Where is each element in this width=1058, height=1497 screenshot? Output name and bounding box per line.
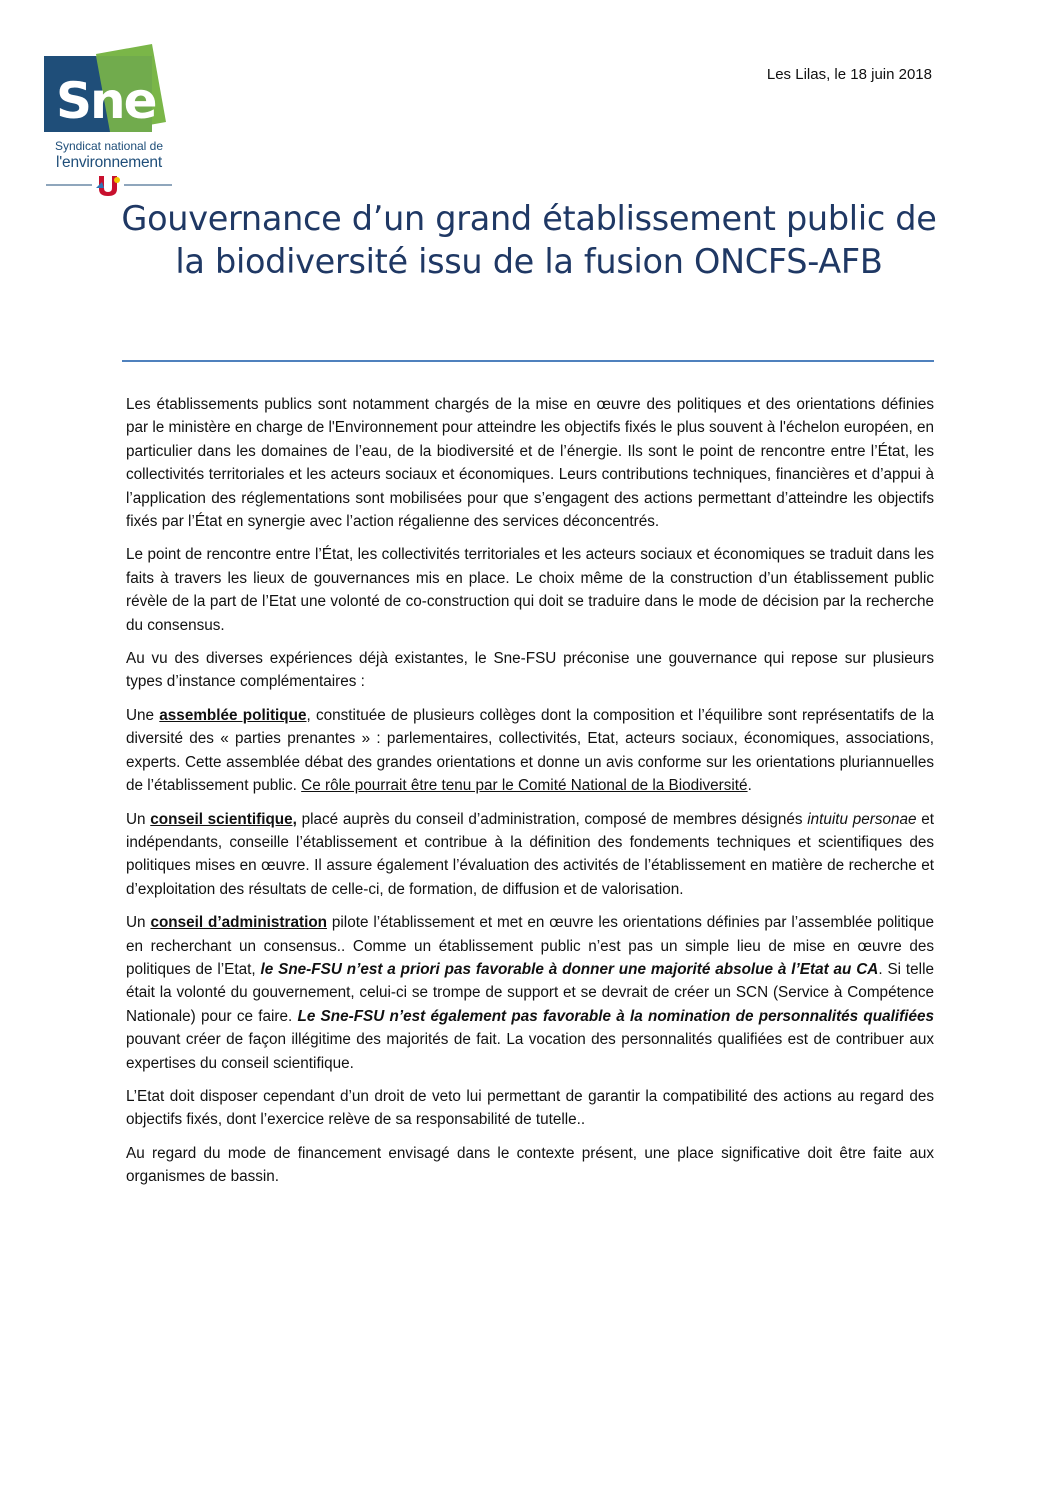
sne-brand-text: Sne — [56, 72, 156, 130]
paragraph-organismes-de-bassin: Au regard du mode de financement envisagé dans le contexte présent, une place significative doit être faite aux organismes de bassin. — [126, 1144, 934, 1186]
text-run: placé auprès du conseil d’administration, composé de membres désignés — [296, 810, 808, 828]
text-run: Un — [126, 914, 151, 932]
term-conseil-administration: conseil d’administration — [150, 914, 328, 932]
term-conseil-scientifique: conseil scientifique, — [150, 810, 297, 828]
sne-logo-mark — [44, 44, 174, 139]
document-body — [126, 393, 934, 1199]
italic-intuitu-personae: intuitu personae — [807, 810, 917, 828]
paragraph-etablissements-publics: Les établissements publics sont notamment chargés de la mise en œuvre des politiques et des orientations définies par le ministère en charge de l'Environnement pour atteindre les objectifs fixés le plus souvent à l'échelon européen, en particulier dans les domaines de l’eau, de la biodiversité et de l’énergie. Ils sont le point de rencontre entre l’État, les collectivités territoriales et les acteurs sociaux et économiques. Leurs contributions techniques, financières et d’appui à l’application des réglementations sont mobilisées pour que s’engagent des actions permettant d’atteindre les objectifs fixés par l’État en synergie avec l’action régalienne des services déconcentrés. — [126, 396, 934, 531]
emphasis-personnalites-qualifiees: Le Sne-FSU n’est également pas favorable à la nomination de personnalités qualifiées — [297, 1007, 934, 1025]
text-run: pouvant créer de façon illégitime des majorités de fait. La vocation des personnalités qualifiées est de contribuer aux expertises du conseil scientifique. — [126, 1031, 934, 1072]
paragraph-assemblee-politique — [126, 704, 934, 798]
text-run: , constituée de plusieurs collèges dont la composition et l’équilibre sont représentatifs de la diversité des « parties prenantes » : parlementaires, collectivités, Etat, acteurs sociaux, économiques, associations, experts. Cette assemblée débat des grandes orientations et donne un avis conforme sur les orientations pluriannuelles de l’établissement public. — [126, 706, 935, 795]
sne-logo — [44, 44, 164, 204]
text-run: Un — [126, 810, 151, 828]
fsu-emblem-icon — [44, 174, 174, 196]
logo-subtitle-line1: Syndicat national de — [54, 139, 164, 153]
underlined-comite-national: Ce rôle pourrait être tenu par le Comité National de la Biodiversité — [301, 777, 748, 795]
paragraph-conseil-scientifique — [126, 808, 934, 902]
emphasis-majorite-absolue: le Sne-FSU n’est a priori pas favorable à donner une majorité absolue à l’Etat au CA — [260, 960, 879, 978]
text-run: pilote l’établissement et met en œuvre les orientations définies par l’assemblée politique en recherchant un consensus.. Comme un établissement public n’est pas un simple lieu de mise en œuvre des politiques de l’Etat, — [126, 914, 934, 978]
text-run: Une — [126, 706, 160, 724]
text-run: . — [747, 777, 752, 795]
paragraph-conseil-administration — [126, 911, 934, 1075]
document-title: Gouvernance d’un grand établissement public de la biodiversité issu de la fusion ONCFS-AFB — [121, 199, 937, 281]
title-divider — [122, 360, 934, 362]
text-run: . Si telle était la volonté du gouvernement, celui-ci se trompe de support et se devrait de créer un SCN (Service à Compétence Nationale) pour ce faire. — [126, 960, 934, 1025]
paragraph-droit-de-veto: L’Etat doit disposer cependant d’un droit de veto lui permettant de garantir la compatibilité des actions au regard des objectifs fixés, dont l’exercice relève de sa responsabilité de tutelle.. — [126, 1087, 934, 1129]
logo-subtitle-line2: l'environnement — [56, 154, 162, 171]
term-assemblee-politique: assemblée politique — [159, 706, 307, 724]
paragraph-preconisation: Au vu des diverses expériences déjà existantes, le Sne-FSU préconise une gouvernance qui repose sur plusieurs types d’instance complémentaires : — [126, 650, 934, 691]
text-run: et indépendants, conseille l’établissement et contribue à la définition des fondements techniques et scientifiques des politiques mises en œuvre. Il assure également l’évaluation des activités de l’établissement en matière de recherche et d’exploitation des résultats de celle-ci, de formation, de diffusion et de valorisation. — [126, 810, 934, 898]
document-date: Les Lilas, le 18 juin 2018 — [766, 66, 932, 83]
paragraph-point-de-rencontre: Le point de rencontre entre l’État, les collectivités territoriales et les acteurs sociaux et économiques se traduit dans les faits à travers les lieux de gouvernances mis en place. Le choix même de la construction d’un établissement public révèle de la part de l’Etat une volonté de co-construction qui doit se traduire dans le mode de décision par la recherche du consensus. — [126, 546, 934, 634]
